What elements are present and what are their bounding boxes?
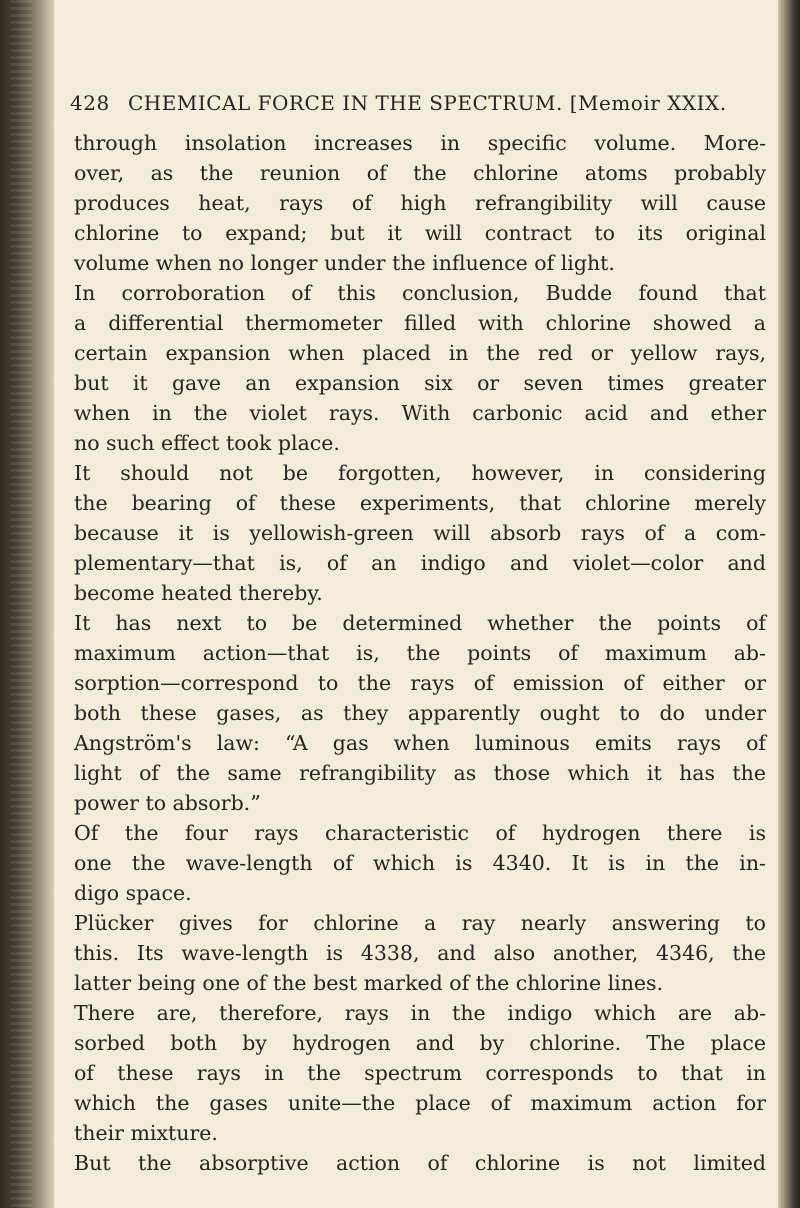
text-line: their mixture. [74, 1121, 218, 1145]
text-line: this. Its wave-length is 4338, and also another, 4346, the [74, 941, 766, 965]
book-page [54, 0, 778, 1208]
text-line: sorption—correspond to the rays of emission of either or [74, 671, 766, 695]
text-line: latter being one of the best marked of the chlorine lines. [74, 971, 664, 995]
text-line: no such effect took place. [74, 431, 340, 455]
page-edge [778, 0, 800, 1208]
text-line: over, as the reunion of the chlorine atoms probably [74, 161, 766, 185]
text-line: digo space. [74, 881, 192, 905]
text-line: plementary—that is, of an indigo and violet—color and [74, 551, 766, 575]
page-number: 428 [70, 91, 110, 115]
running-title: CHEMICAL FORCE IN THE SPECTRUM. [Memoir XXIX. [128, 91, 727, 115]
text-line: chlorine to expand; but it will contract to its original [74, 221, 766, 245]
text-line: which the gases unite—the place of maximum action for [74, 1091, 766, 1115]
running-header [54, 91, 778, 121]
text-line: Angström's law: “A gas when luminous emits rays of [74, 731, 766, 755]
text-line: It should not be forgotten, however, in considering [74, 461, 766, 485]
text-line: maximum action—that is, the points of maximum ab- [74, 641, 766, 665]
body-text [74, 128, 766, 1178]
text-line: certain expansion when placed in the red or yellow rays, [74, 341, 766, 365]
text-line: Of the four rays characteristic of hydrogen there is [74, 821, 766, 845]
text-line: There are, therefore, rays in the indigo which are ab- [74, 1001, 766, 1025]
text-line: become heated thereby. [74, 581, 323, 605]
text-line: volume when no longer under the influence of light. [74, 251, 615, 275]
text-line: light of the same refrangibility as those which it has the [74, 761, 766, 785]
text-line: But the absorptive action of chlorine is not limited [74, 1151, 766, 1175]
text-line: through insolation increases in specific volume. More- [74, 131, 766, 155]
text-line: produces heat, rays of high refrangibility will cause [74, 191, 766, 215]
text-line: the bearing of these experiments, that chlorine merely [74, 491, 766, 515]
text-line: but it gave an expansion six or seven times greater [74, 371, 766, 395]
text-line: It has next to be determined whether the points of [74, 611, 766, 635]
text-line: when in the violet rays. With carbonic acid and ether [74, 401, 766, 425]
text-line: Plücker gives for chlorine a ray nearly answering to [74, 911, 766, 935]
text-line: In corroboration of this conclusion, Budde found that [74, 281, 766, 305]
text-line: power to absorb.” [74, 791, 261, 815]
text-line: a differential thermometer filled with chlorine showed a [74, 311, 766, 335]
text-line: of these rays in the spectrum corresponds to that in [74, 1061, 766, 1085]
text-line: because it is yellowish-green will absorb rays of a com- [74, 521, 766, 545]
text-line: sorbed both by hydrogen and by chlorine. The place [74, 1031, 766, 1055]
text-line: one the wave-length of which is 4340. It is in the in- [74, 851, 766, 875]
binding-gutter [0, 0, 54, 1208]
text-line: both these gases, as they apparently ought to do under [74, 701, 766, 725]
